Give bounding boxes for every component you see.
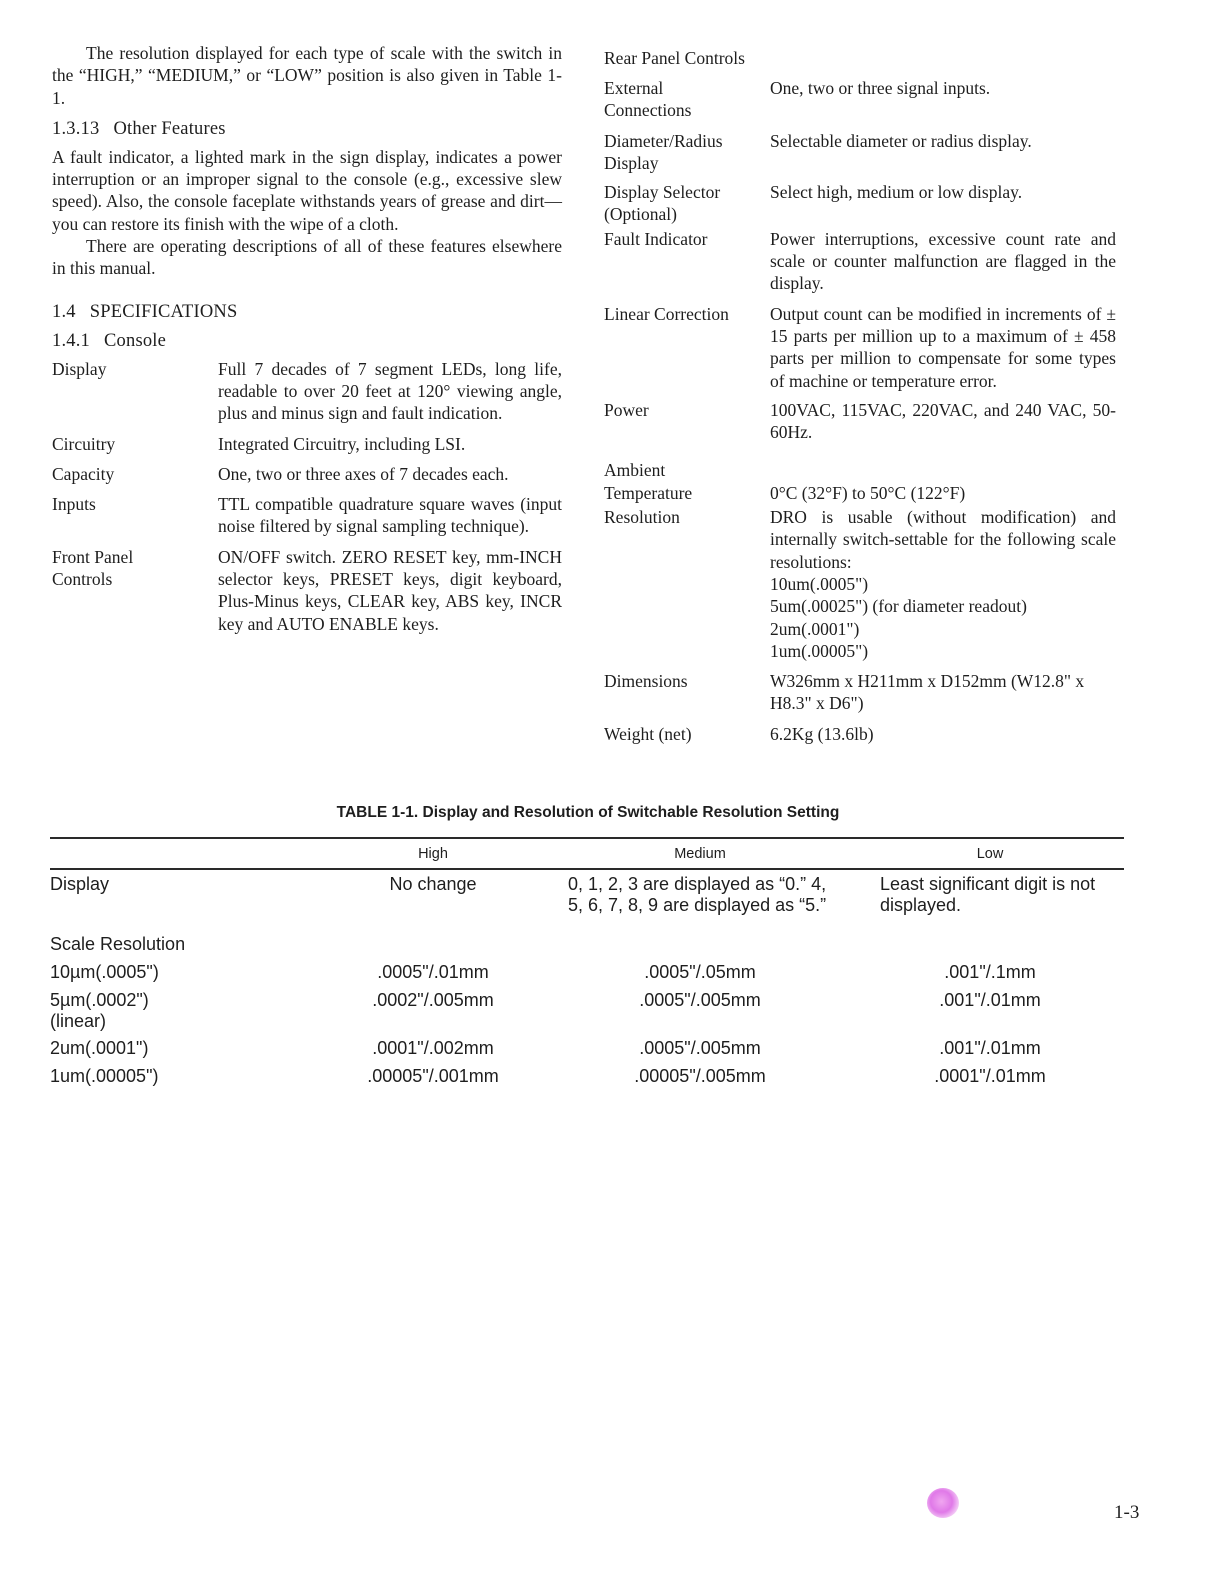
cell-low: Least significant digit is not displayed. <box>880 874 1096 915</box>
cell-medium: .0005"/.005mm <box>639 1038 761 1058</box>
cell-medium: .0005"/.05mm <box>644 962 756 982</box>
cell-high: .0005"/.01mm <box>377 962 489 982</box>
cell-medium: .0005"/.005mm <box>639 990 761 1010</box>
intro-paragraph: The resolution displayed for each type of scale with the switch in the “HIGH,” “MEDIUM,” or “LOW” position is also given in Table 1-1. <box>52 43 562 108</box>
spec-value: TTL compatible quadrature square waves (input noise filtered by signal sampling technique). <box>218 494 562 537</box>
heading-title: SPECIFICATIONS <box>89 301 238 322</box>
right-column <box>604 47 1116 745</box>
spec-value: 0°C (32°F) to 50°C (122°F) <box>770 482 966 503</box>
spec-row <box>604 506 1116 670</box>
cell-low: .001"/.01mm <box>939 1038 1041 1058</box>
spec-label: Ambient Temperature <box>604 460 693 503</box>
cell-high: No change <box>389 874 477 894</box>
spec-label: Diameter/Radius Display <box>604 130 723 173</box>
heading-number: 1.4 <box>52 301 76 322</box>
spec-row <box>604 723 1116 745</box>
spec-row <box>52 546 562 635</box>
spec-label: Circuitry <box>52 433 116 454</box>
spec-row <box>604 181 1116 228</box>
spec-label: Display Selector (Optional) <box>604 182 721 225</box>
spec-row <box>52 358 562 433</box>
cell-low: .001"/.1mm <box>944 962 1036 982</box>
column-header-medium: Medium <box>544 838 856 869</box>
spec-label: Dimensions <box>604 671 688 692</box>
row-label: 2um(.0001") <box>50 1038 149 1058</box>
row-label: 10µm(.0005") <box>50 962 159 982</box>
spec-row <box>604 77 1116 130</box>
column-header <box>50 838 322 869</box>
spec-label: Inputs <box>52 494 96 515</box>
spec-label: Capacity <box>52 463 115 484</box>
spec-value <box>770 506 1116 670</box>
cell-high: .0001"/.002mm <box>372 1038 494 1058</box>
ink-blot <box>927 1488 959 1518</box>
display-row <box>50 869 1124 916</box>
other-features-paragraph-1: A fault indicator, a lighted mark in the sign display, indicates a power interruption or an improper signal to the console (e.g., excessive slew speed). Also, the console faceplate withstands years of grease and dirt—you can restore its finish with the wipe of a cloth. <box>52 146 562 234</box>
other-features-paragraph-2: There are operating descriptions of all of these features elsewhere in this manual. <box>52 236 562 279</box>
table-row <box>50 962 1124 990</box>
heading-console <box>52 331 562 352</box>
row-label: Display <box>50 874 110 894</box>
cell-low: .001"/.01mm <box>939 990 1041 1010</box>
rear-panel-title: Rear Panel Controls <box>604 48 745 68</box>
cell-medium: 0, 1, 2, 3 are displayed as “0.” 4, 5, 6, 7, 8, 9 are displayed as “5.” <box>568 874 827 915</box>
cell-high: .0002"/.005mm <box>372 990 494 1010</box>
rear-panel-spec-table <box>604 77 1116 745</box>
console-spec-table <box>52 358 562 635</box>
spec-value: Selectable diameter or radius display. <box>770 130 1032 151</box>
heading-title: Console <box>104 330 167 351</box>
spec-value: 6.2Kg (13.6lb) <box>770 723 874 744</box>
spec-label: Linear Correction <box>604 303 729 324</box>
resolution-table <box>50 837 1124 1087</box>
spec-row <box>604 228 1116 303</box>
spec-value: One, two or three signal inputs. <box>770 78 991 98</box>
page-number: 1-3 <box>1114 1502 1140 1523</box>
spec-row <box>604 459 1116 506</box>
table-caption: TABLE 1-1. Display and Resolution of Switchable Resolution Setting <box>336 804 840 821</box>
heading-number: 1.4.1 <box>52 330 90 351</box>
column-header-high: High <box>322 838 544 869</box>
spec-row <box>52 433 562 463</box>
table-row <box>50 1066 1124 1087</box>
spec-row <box>604 670 1116 723</box>
spec-value: Output count can be modified in increments of ± 15 parts per million up to a maximum of ± 458 parts per million to compensate for some types of machine or temperature error. <box>770 303 1116 391</box>
spec-value: Integrated Circuitry, including LSI. <box>218 433 466 454</box>
spec-row <box>52 463 562 493</box>
spec-label: Resolution <box>604 507 680 528</box>
cell-high: .00005"/.001mm <box>367 1066 499 1086</box>
spec-value: 100VAC, 115VAC, 220VAC, and 240 VAC, 50-60Hz. <box>770 399 1116 443</box>
scale-resolution-row <box>50 916 1124 962</box>
spec-label: Weight (net) <box>604 723 692 744</box>
spec-value: Power interruptions, excessive count rate and scale or counter malfunction are flagged in the display. <box>770 228 1116 294</box>
spec-row <box>52 493 562 546</box>
spec-label: Power <box>604 399 649 420</box>
spec-row <box>604 303 1116 399</box>
table-header-row <box>50 838 1124 869</box>
spec-value: One, two or three axes of 7 decades each. <box>218 463 509 484</box>
column-header-low: Low <box>856 838 1124 869</box>
heading-other-features <box>52 119 562 140</box>
resolution-list-item: 2um(.0001") <box>770 618 860 639</box>
spec-value: Select high, medium or low display. <box>770 182 1023 203</box>
scale-resolution-label: Scale Resolution <box>50 934 186 954</box>
left-column <box>52 42 562 635</box>
cell-medium: .00005"/.005mm <box>634 1066 766 1086</box>
heading-number: 1.3.13 <box>52 118 100 139</box>
spec-label: Front Panel Controls <box>52 546 134 590</box>
spec-value: W326mm x H211mm x D152mm (W12.8" x H8.3" x D6") <box>770 671 1085 714</box>
spec-label: External Connections <box>604 78 692 121</box>
row-label: 1um(.00005") <box>50 1066 159 1086</box>
resolution-text: DRO is usable (without modification) and internally switch-settable for the following scale resolutions: <box>770 507 1116 572</box>
heading-specifications <box>52 302 562 323</box>
row-label: 5µm(.0002") (linear) <box>50 990 149 1031</box>
resolution-list-item: 1um(.00005") <box>770 640 869 661</box>
table-row <box>50 990 1124 1038</box>
resolution-list-item: 10um(.0005") <box>770 573 869 594</box>
resolution-list-item: 5um(.00025") (for diameter readout) <box>770 596 1027 617</box>
heading-title: Other Features <box>113 118 226 139</box>
spec-row <box>604 130 1116 182</box>
cell-low: .0001"/.01mm <box>934 1066 1046 1086</box>
spec-value: ON/OFF switch. ZERO RESET key, mm-INCH selector keys, PRESET keys, digit keyboard, Plus-Minus keys, CLEAR key, ABS key, INCR key and AUTO ENABLE keys. <box>218 546 562 634</box>
spec-label: Fault Indicator <box>604 228 708 249</box>
spec-label: Display <box>52 358 107 379</box>
table-row <box>50 1038 1124 1066</box>
spec-row <box>604 399 1116 460</box>
spec-value: Full 7 decades of 7 segment LEDs, long life, readable to over 20 feet at 120° viewing angle, plus and minus sign and fault indication. <box>218 358 562 424</box>
